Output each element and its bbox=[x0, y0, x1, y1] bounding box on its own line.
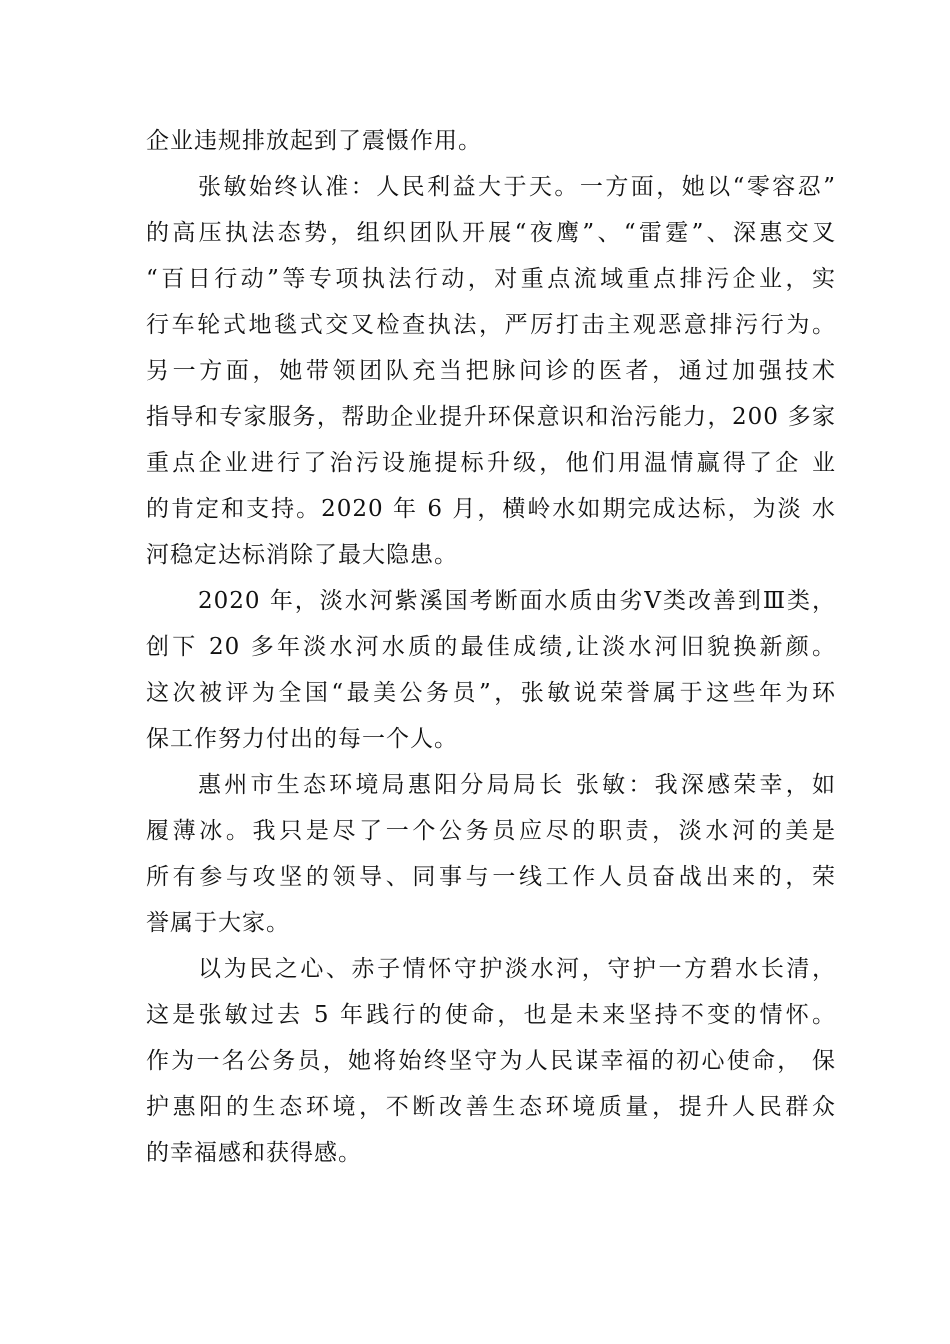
paragraph-2-line-8: 的肯定和支持。2020 年 6 月，横岭水如期完成达标，为淡 水 bbox=[146, 496, 836, 522]
paragraph-3-line-3: 这次被评为全国“最美公务员”，张敏说荣誉属于这些年为环 bbox=[146, 680, 836, 706]
paragraph-2-line-1: 张敏始终认准：人民利益大于天。一方面，她以“零容忍” bbox=[198, 174, 836, 200]
paragraph-3-line-4: 保工作努力付出的每一个人。 bbox=[146, 726, 458, 752]
paragraph-2-line-2: 的高压执法态势，组织团队开展“夜鹰”、“雷霆”、深惠交叉 bbox=[146, 220, 836, 246]
paragraph-2-line-9: 河稳定达标消除了最大隐患。 bbox=[146, 542, 458, 568]
paragraph-2-line-5: 另一方面，她带领团队充当把脉问诊的医者，通过加强技术 bbox=[146, 358, 836, 384]
paragraph-2-line-4: 行车轮式地毯式交叉检查执法，严厉打击主观恶意排污行为。 bbox=[146, 312, 836, 338]
paragraph-5-line-2: 这是张敏过去 5 年践行的使命，也是未来坚持不变的情怀。 bbox=[146, 1002, 836, 1028]
paragraph-5-line-3: 作为一名公务员，她将始终坚守为人民谋幸福的初心使命， 保 bbox=[146, 1048, 836, 1074]
paragraph-3-line-1: 2020 年，淡水河紫溪国考断面水质由劣Ⅴ类改善到Ⅲ类， bbox=[198, 588, 836, 614]
paragraph-5-line-5: 的幸福感和获得感。 bbox=[146, 1140, 362, 1166]
paragraph-3-line-2: 创下 20 多年淡水河水质的最佳成绩,让淡水河旧貌换新颜。 bbox=[146, 634, 836, 660]
paragraph-4-line-3: 所有参与攻坚的领导、同事与一线工作人员奋战出来的，荣 bbox=[146, 864, 836, 890]
paragraph-4-line-1: 惠州市生态环境局惠阳分局局长 张敏：我深感荣幸，如 bbox=[198, 772, 836, 798]
paragraph-2-line-7: 重点企业进行了治污设施提标升级，他们用温情赢得了企 业 bbox=[146, 450, 836, 476]
paragraph-5-line-4: 护惠阳的生态环境，不断改善生态环境质量，提升人民群众 bbox=[146, 1094, 836, 1120]
paragraph-4-line-4: 誉属于大家。 bbox=[146, 910, 290, 936]
article-body bbox=[146, 118, 836, 1176]
paragraph-2-line-6: 指导和专家服务，帮助企业提升环保意识和治污能力，200 多家 bbox=[146, 404, 836, 430]
paragraph-4-line-2: 履薄冰。我只是尽了一个公务员应尽的职责，淡水河的美是 bbox=[146, 818, 836, 844]
paragraph-2-line-3: “百日行动”等专项执法行动，对重点流域重点排污企业，实 bbox=[146, 266, 836, 292]
paragraph-5-line-1: 以为民之心、赤子情怀守护淡水河，守护一方碧水长清， bbox=[198, 956, 836, 982]
paragraph-1-line-1: 企业违规排放起到了震慑作用。 bbox=[146, 128, 482, 154]
